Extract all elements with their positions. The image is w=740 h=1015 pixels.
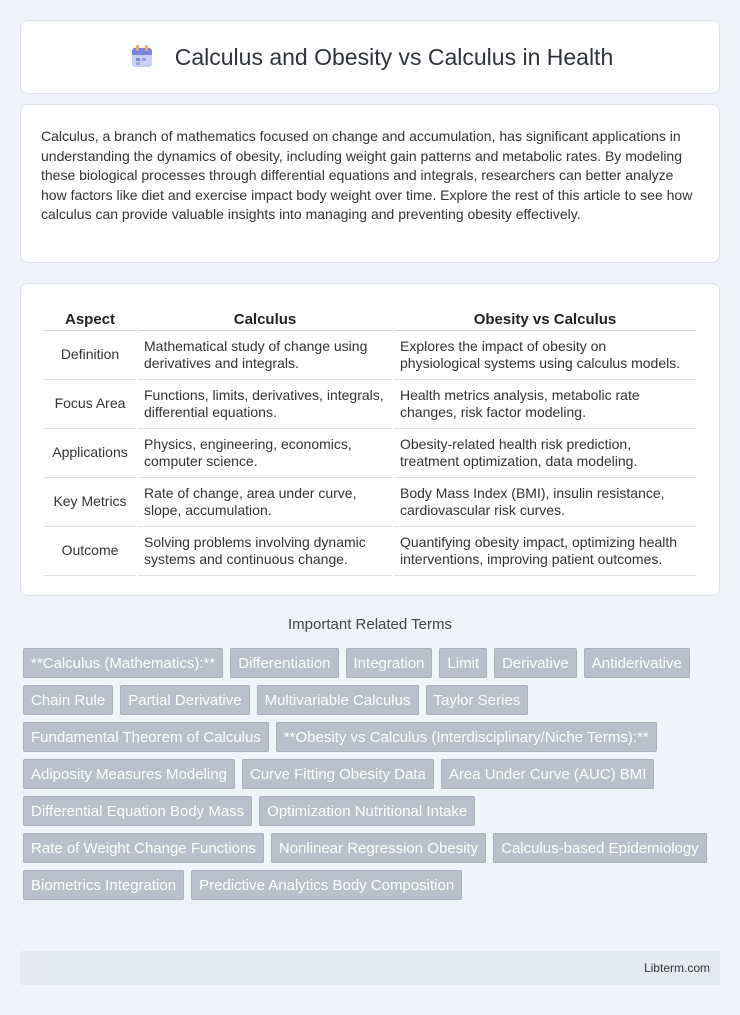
comparison-table-card (20, 283, 720, 596)
page-title: Calculus and Obesity vs Calculus in Health (174, 43, 614, 70)
term-tag[interactable]: Nonlinear Regression Obesity (271, 833, 486, 863)
term-tag[interactable]: Fundamental Theorem of Calculus (23, 722, 269, 752)
calendar-icon (127, 42, 157, 72)
term-tag[interactable]: Chain Rule (23, 685, 113, 715)
obesity-calculus-cell: Quantifying obesity impact, optimizing health interventions, improving patient outcomes. (394, 527, 696, 576)
table-header-row (44, 304, 696, 331)
intro-card (20, 104, 720, 263)
footer (20, 951, 720, 985)
aspect-cell: Focus Area (44, 380, 136, 429)
term-tag[interactable]: Antiderivative (584, 648, 690, 678)
table-row (44, 478, 696, 527)
column-header: Calculus (138, 304, 392, 331)
term-tag[interactable]: Differentiation (230, 648, 338, 678)
term-tag[interactable]: Taylor Series (426, 685, 529, 715)
aspect-cell: Key Metrics (44, 478, 136, 527)
aspect-cell: Definition (44, 331, 136, 380)
term-tag[interactable]: Predictive Analytics Body Composition (191, 870, 462, 900)
calculus-cell: Rate of change, area under curve, slope, accumulation. (138, 478, 392, 527)
calculus-cell: Solving problems involving dynamic systems and continuous change. (138, 527, 392, 576)
related-terms-title: Important Related Terms (288, 616, 452, 633)
comparison-table (42, 304, 698, 576)
obesity-calculus-cell: Obesity-related health risk prediction, treatment optimization, data modeling. (394, 429, 696, 478)
footer-site-link[interactable]: Libterm.com (643, 961, 710, 975)
term-tag[interactable]: Biometrics Integration (23, 870, 184, 900)
calculus-cell: Physics, engineering, economics, computer science. (138, 429, 392, 478)
table-row (44, 380, 696, 429)
obesity-calculus-cell: Explores the impact of obesity on physiological systems using calculus models. (394, 331, 696, 380)
calculus-cell: Functions, limits, derivatives, integrals, differential equations. (138, 380, 392, 429)
column-header: Obesity vs Calculus (394, 304, 696, 331)
column-header: Aspect (44, 304, 136, 331)
term-tag[interactable]: Partial Derivative (120, 685, 249, 715)
term-tag[interactable]: Calculus-based Epidemiology (493, 833, 707, 863)
term-tag[interactable]: Rate of Weight Change Functions (23, 833, 264, 863)
term-tag[interactable]: **Obesity vs Calculus (Interdisciplinary/Niche Terms):** (276, 722, 657, 752)
term-tag[interactable]: Area Under Curve (AUC) BMI (441, 759, 655, 789)
obesity-calculus-cell: Body Mass Index (BMI), insulin resistance, cardiovascular risk curves. (394, 478, 696, 527)
table-row (44, 527, 696, 576)
aspect-cell: Applications (44, 429, 136, 478)
term-tag[interactable]: Integration (346, 648, 433, 678)
obesity-calculus-cell: Health metrics analysis, metabolic rate changes, risk factor modeling. (394, 380, 696, 429)
aspect-cell: Outcome (44, 527, 136, 576)
term-tag[interactable]: Derivative (494, 648, 577, 678)
table-row (44, 429, 696, 478)
term-tag[interactable]: Adiposity Measures Modeling (23, 759, 235, 789)
related-terms-list (23, 648, 713, 900)
term-tag[interactable]: Limit (439, 648, 487, 678)
term-tag[interactable]: Differential Equation Body Mass (23, 796, 252, 826)
term-tag[interactable]: **Calculus (Mathematics):** (23, 648, 223, 678)
term-tag[interactable]: Multivariable Calculus (257, 685, 419, 715)
intro-paragraph: Calculus, a branch of mathematics focused on change and accumulation, has significant applications in understanding the dynamics of obesity, including weight gain patterns and metabolic rates. By modeling these biological processes through differential equations and integrals, researchers can better analyze how factors like diet and exercise impact body weight over time. Explore the rest of this article to see how calculus can provide valuable insights into managing and preventing obesity effectively. (41, 128, 693, 222)
header-card (20, 20, 720, 94)
term-tag[interactable]: Curve Fitting Obesity Data (242, 759, 434, 789)
calculus-cell: Mathematical study of change using derivatives and integrals. (138, 331, 392, 380)
table-row (44, 331, 696, 380)
term-tag[interactable]: Optimization Nutritional Intake (259, 796, 475, 826)
